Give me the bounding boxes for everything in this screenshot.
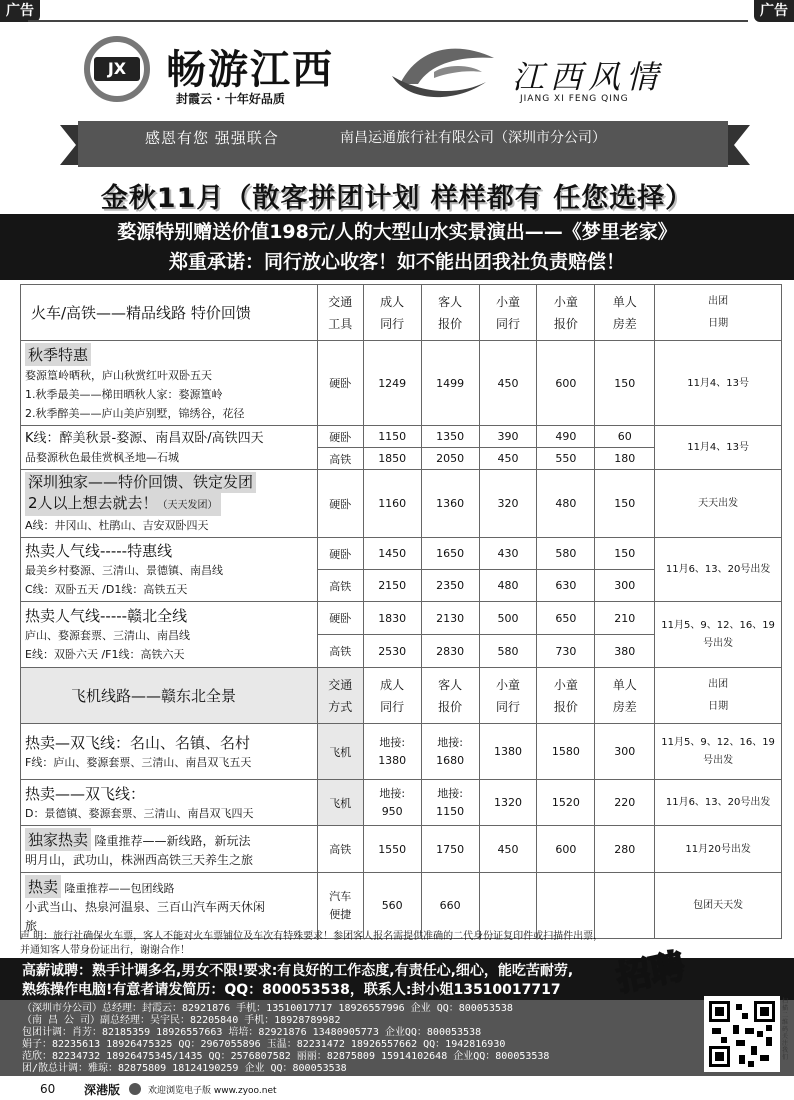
table-cell: 550 <box>537 448 595 470</box>
table-cell: 650 <box>537 602 595 635</box>
table-cell: 2050 <box>421 448 479 470</box>
promo-line-1: 婺源特别赠送价值198元/人的大型山水实景演出——《梦里老家》 <box>117 221 677 243</box>
col-header: 出团 日期 <box>655 668 782 724</box>
col-header: 客人 报价 <box>421 668 479 724</box>
table-row <box>21 873 782 939</box>
qr-side-text: 扫描二维码关注我们 <box>782 998 789 1061</box>
promo-banner <box>0 214 794 280</box>
col-header: 单人 房差 <box>595 668 655 724</box>
logo-brand-text: 畅游江西 <box>166 46 334 93</box>
table-cell: 11月20号出发 <box>655 826 782 873</box>
contact-block: （深圳市分公司）总经理：封霞云：82921876 手机：13510017717 18926557996 企业 QQ：800053538 （南 昌 公 司）副总经理：吴宇民：82205840 手机：18928789982 包团计调：肖芳：82185359 18926557663 培培：82921876 13480905773 企业QQ：800053538 娟子：82235613 18926475325 QQ：2967055896 玉温：82231472 18926557662 QQ：1942816930 范欣：82234732 18926475345/1435 QQ：2576807582 丽丽：82875809 15914102648 企业QQ：800053538 团/散总计调：雅琼：82875809 18124190259 企业 QQ：800053538 <box>0 1000 794 1076</box>
route-description: 热卖——双飞线： D：景德镇、婺源套票、三清山、南昌双飞四天 <box>21 780 318 826</box>
table-cell: 地接: 1380 <box>363 724 421 780</box>
ad-label-right: 广告 <box>754 0 794 22</box>
flight-section-title: 飞机线路——赣东北全景 <box>21 668 318 724</box>
table-cell: 11月4、13号 <box>655 426 782 470</box>
table-cell: 高铁 <box>317 448 363 470</box>
col-header: 交通 工具 <box>317 285 363 341</box>
table-cell: 580 <box>479 635 537 668</box>
recruit-line-1: 高薪诚聘：熟手计调多名,男女不限!要求:有良好的工作态度,有责任心,细心，能吃苦耐劳, <box>22 963 574 979</box>
col-header: 小童 同行 <box>479 668 537 724</box>
table-cell: 2350 <box>421 570 479 602</box>
statement: 声 明：旅行社确保火车票，客人不能对火车票铺位及车次有特殊要求！参团客人报名需提供准确的二代身份证复印件或扫描件出票， 并通知客人带身份证出行，谢谢合作！ <box>20 931 604 956</box>
table-cell: 飞机 <box>317 780 363 826</box>
table-cell: 300 <box>595 570 655 602</box>
page-footer <box>0 1078 794 1100</box>
table-cell: 390 <box>479 426 537 448</box>
table-cell: 1850 <box>363 448 421 470</box>
table-cell: 320 <box>479 470 537 538</box>
col-header: 成人 同行 <box>363 668 421 724</box>
table-row <box>21 426 782 448</box>
table-cell: 1750 <box>421 826 479 873</box>
table-row <box>21 780 782 826</box>
route-description: 热卖 隆重推荐——包团线路 小武当山、热泉河温泉、三百山汽车两天休闲 旅 <box>21 873 318 939</box>
col-header: 单人 房差 <box>595 285 655 341</box>
table-cell: 300 <box>595 724 655 780</box>
table-cell: 150 <box>595 538 655 570</box>
table-cell: 天天出发 <box>655 470 782 538</box>
col-header: 出团 日期 <box>655 285 782 341</box>
page-headline: 金秋11月（散客拼团计划 样样都有 任您选择） <box>100 183 694 214</box>
table-cell: 高铁 <box>317 570 363 602</box>
table-row <box>21 341 782 426</box>
table-cell: 高铁 <box>317 826 363 873</box>
logo-slogan: 封霞云 · 十年好品质 <box>176 92 285 106</box>
train-section-title: 火车/高铁——精品线路 特价回馈 <box>21 285 318 341</box>
table-cell: 380 <box>595 635 655 668</box>
edition-icon <box>129 1083 141 1095</box>
table-cell: 430 <box>479 538 537 570</box>
route-description: 独家热卖 隆重推荐——新线路，新玩法 明月山，武功山，株洲西高铁三天养生之旅 <box>21 826 318 873</box>
table-row <box>21 602 782 635</box>
jiangxi-fengqing-logo <box>390 36 690 108</box>
table-cell: 600 <box>537 341 595 426</box>
recruit-badge: 招聘 <box>613 946 689 1000</box>
table-cell: 490 <box>537 426 595 448</box>
logo-badge-icon: JX <box>84 36 150 102</box>
recruit-line-2: 熟练操作电脑!有意者请发简历：QQ：800053538，联系人:封小姐13510017717 <box>22 982 561 998</box>
table-cell: 硬卧 <box>317 341 363 426</box>
table-cell: 1350 <box>421 426 479 448</box>
edition-name: 深港版 <box>84 1083 121 1097</box>
table-cell: 1360 <box>421 470 479 538</box>
table-cell: 2830 <box>421 635 479 668</box>
table-cell: 210 <box>595 602 655 635</box>
route-description: K线：醉美秋景-婺源、南昌双卧/高铁四天 品婺源秋色最佳赏枫圣地—石城 <box>21 426 318 470</box>
route-description: 热卖人气线-----特惠线 最美乡村婺源、三清山、景德镇、南昌线 C线：双卧五天 /D1线：高铁五天 <box>21 538 318 602</box>
route-description: 热卖人气线-----赣北全线 庐山、婺源套票、三清山、南昌线 E线：双卧六天 /F1线：高铁六天 <box>21 602 318 668</box>
table-cell: 硬卧 <box>317 470 363 538</box>
table-cell: 1650 <box>421 538 479 570</box>
table-cell: 180 <box>595 448 655 470</box>
table-cell: 1249 <box>363 341 421 426</box>
table-cell: 1550 <box>363 826 421 873</box>
table-cell: 地接: 1150 <box>421 780 479 826</box>
table-cell: 730 <box>537 635 595 668</box>
table-row <box>21 724 782 780</box>
logo2-name: 江西风情 <box>512 58 665 96</box>
table-cell: 11月5、9、12、16、19号出发 <box>655 602 782 668</box>
swirl-icon <box>390 38 508 104</box>
table-cell: 280 <box>595 826 655 873</box>
table-cell: 220 <box>595 780 655 826</box>
table-cell: 60 <box>595 426 655 448</box>
table-cell: 1160 <box>363 470 421 538</box>
col-header: 交通 方式 <box>317 668 363 724</box>
ad-label-left: 广告 <box>0 0 40 22</box>
pricing-table <box>20 284 782 939</box>
col-header: 成人 同行 <box>363 285 421 341</box>
table-cell: 2150 <box>363 570 421 602</box>
table-cell <box>595 873 655 939</box>
ribbon-banner <box>60 117 750 173</box>
table-cell: 1150 <box>363 426 421 448</box>
table-cell: 1830 <box>363 602 421 635</box>
table-cell <box>537 873 595 939</box>
qr-code-icon[interactable] <box>704 996 780 1072</box>
table-cell: 660 <box>421 873 479 939</box>
table-cell: 11月5、9、12、16、19号出发 <box>655 724 782 780</box>
flight-header-row <box>21 668 782 724</box>
top-divider <box>28 20 748 22</box>
table-cell: 150 <box>595 470 655 538</box>
table-cell: 2530 <box>363 635 421 668</box>
table-cell: 500 <box>479 602 537 635</box>
table-cell: 汽车 便捷 <box>317 873 363 939</box>
table-cell: 480 <box>479 570 537 602</box>
col-header: 客人 报价 <box>421 285 479 341</box>
table-cell: 1450 <box>363 538 421 570</box>
route-description: 秋季特惠 婺源篁岭晒秋，庐山秋赏红叶双卧五天 1.秋季最美——梯田晒秋人家：婺源篁岭 2.秋季醉美——庐山美庐别墅，锦绣谷，花径 <box>21 341 318 426</box>
table-cell: 600 <box>537 826 595 873</box>
table-cell: 包团天天发 <box>655 873 782 939</box>
page-number: 60 <box>40 1082 56 1096</box>
table-cell: 580 <box>537 538 595 570</box>
table-cell: 地接: 950 <box>363 780 421 826</box>
table-cell: 560 <box>363 873 421 939</box>
table-cell: 450 <box>479 448 537 470</box>
table-cell: 1380 <box>479 724 537 780</box>
table-cell: 630 <box>537 570 595 602</box>
table-cell: 硬卧 <box>317 538 363 570</box>
table-row <box>21 826 782 873</box>
promo-line-2: 郑重承诺：同行放心收客！如不能出团我社负责赔偿！ <box>168 251 625 273</box>
table-cell: 150 <box>595 341 655 426</box>
table-cell: 硬卧 <box>317 602 363 635</box>
company-logo <box>84 32 364 110</box>
table-cell: 1580 <box>537 724 595 780</box>
train-header-row <box>21 285 782 341</box>
table-cell: 450 <box>479 826 537 873</box>
ribbon-left-text: 感恩有您 强强联合 <box>145 129 279 147</box>
table-row <box>21 470 782 538</box>
ribbon-right-text: 南昌运通旅行社有限公司（深圳市分公司） <box>340 130 606 146</box>
col-header: 小童 同行 <box>479 285 537 341</box>
table-cell: 11月6、13、20号出发 <box>655 538 782 602</box>
table-cell: 2130 <box>421 602 479 635</box>
table-cell: 1320 <box>479 780 537 826</box>
welcome-text: 欢迎浏览电子版 www.zyoo.net <box>148 1086 277 1096</box>
table-row <box>21 538 782 570</box>
table-cell: 1499 <box>421 341 479 426</box>
table-cell: 1520 <box>537 780 595 826</box>
col-header: 小童 报价 <box>537 285 595 341</box>
table-cell: 飞机 <box>317 724 363 780</box>
route-description: 深圳独家——特价回馈、铁定发团 2人以上想去就去！（天天发团） A线：井冈山、杜鹃山、吉安双卧四天 <box>21 470 318 538</box>
table-cell: 硬卧 <box>317 426 363 448</box>
col-header: 小童 报价 <box>537 668 595 724</box>
route-description: 热卖—双飞线：名山、名镇、名村 F线：庐山、婺源套票、三清山、南昌双飞五天 <box>21 724 318 780</box>
table-cell: 地接: 1680 <box>421 724 479 780</box>
logo2-pinyin: JIANG XI FENG QING <box>520 94 629 104</box>
table-cell: 450 <box>479 341 537 426</box>
table-cell: 11月6、13、20号出发 <box>655 780 782 826</box>
table-cell <box>479 873 537 939</box>
table-cell: 高铁 <box>317 635 363 668</box>
table-cell: 11月4、13号 <box>655 341 782 426</box>
table-cell: 480 <box>537 470 595 538</box>
